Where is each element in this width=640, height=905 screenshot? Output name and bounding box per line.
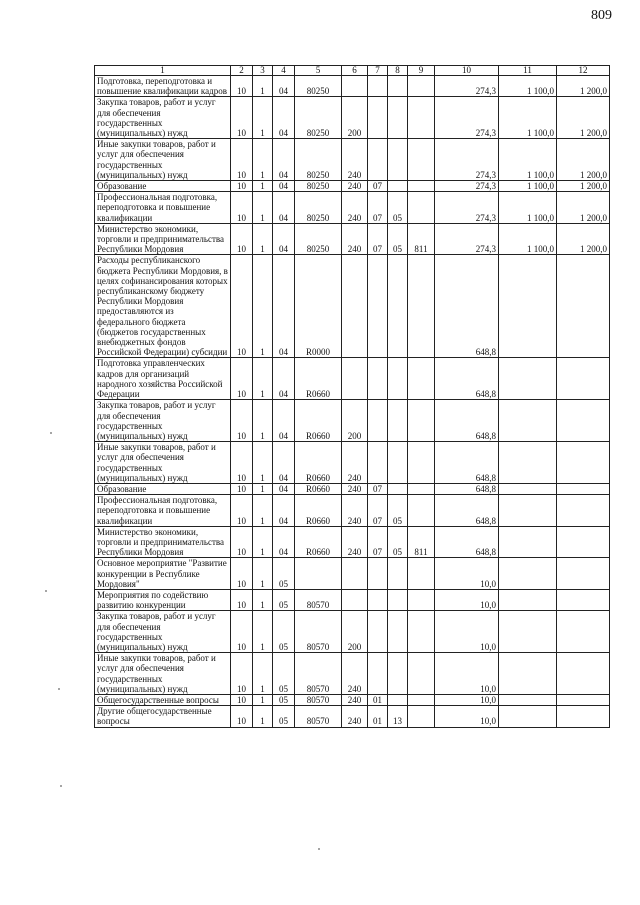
row-value-cell [295, 558, 342, 590]
row-value-cell: 1 [253, 139, 273, 181]
row-value-cell [408, 706, 435, 727]
row-name-cell: Подготовка управленческих кадров для организаций народного хозяйства Российской Федерации [95, 358, 231, 400]
row-value-cell [368, 255, 388, 358]
row-value-cell: 648,8 [435, 495, 499, 527]
row-value-cell: 10 [231, 483, 253, 494]
row-value-cell: R0660 [295, 495, 342, 527]
row-value-cell: 10,0 [435, 653, 499, 695]
row-value-cell: 648,8 [435, 255, 499, 358]
row-value-cell: 04 [273, 223, 295, 255]
row-value-cell: 274,3 [435, 139, 499, 181]
row-value-cell [368, 653, 388, 695]
row-value-cell [499, 589, 557, 610]
row-value-cell: 274,3 [435, 181, 499, 192]
row-value-cell: 80250 [295, 181, 342, 192]
row-value-cell [388, 589, 408, 610]
row-value-cell [408, 483, 435, 494]
row-value-cell [408, 192, 435, 224]
row-value-cell [342, 589, 368, 610]
row-value-cell: 811 [408, 223, 435, 255]
row-value-cell: 80570 [295, 694, 342, 705]
row-value-cell: 1 [253, 589, 273, 610]
column-header: 9 [408, 66, 435, 76]
row-name-cell: Иные закупки товаров, работ и услуг для обеспечения государственных (муниципальных) нужд [95, 653, 231, 695]
row-value-cell [388, 76, 408, 97]
table-row [95, 694, 610, 705]
row-value-cell: 80250 [295, 139, 342, 181]
row-value-cell [388, 653, 408, 695]
column-header: 3 [253, 66, 273, 76]
row-value-cell: 80250 [295, 192, 342, 224]
row-value-cell: 1 [253, 442, 273, 484]
row-value-cell: 1 100,0 [499, 181, 557, 192]
table-row [95, 181, 610, 192]
column-header: 12 [557, 66, 610, 76]
row-value-cell: 1 100,0 [499, 97, 557, 139]
row-value-cell: 10 [231, 589, 253, 610]
row-value-cell: 10 [231, 495, 253, 527]
row-value-cell: 80250 [295, 223, 342, 255]
row-value-cell [499, 255, 557, 358]
row-value-cell: 1 [253, 76, 273, 97]
row-value-cell: 1 100,0 [499, 139, 557, 181]
row-value-cell: 240 [342, 223, 368, 255]
row-name-cell: Образование [95, 483, 231, 494]
row-name-cell: Закупка товаров, работ и услуг для обеспечения государственных (муниципальных) нужд [95, 97, 231, 139]
row-value-cell: 648,8 [435, 442, 499, 484]
row-value-cell [499, 483, 557, 494]
row-value-cell: 1 [253, 694, 273, 705]
row-value-cell [388, 97, 408, 139]
row-value-cell [557, 483, 610, 494]
row-value-cell: R0660 [295, 400, 342, 442]
table-row [95, 589, 610, 610]
row-value-cell: 1 200,0 [557, 97, 610, 139]
row-value-cell: 10,0 [435, 589, 499, 610]
scan-speck [58, 688, 60, 690]
table-row [95, 442, 610, 484]
row-value-cell [342, 255, 368, 358]
table-row [95, 97, 610, 139]
row-value-cell [557, 442, 610, 484]
row-value-cell: 10 [231, 706, 253, 727]
row-value-cell: 13 [388, 706, 408, 727]
row-value-cell [557, 526, 610, 558]
row-value-cell [557, 495, 610, 527]
row-value-cell: 05 [273, 611, 295, 653]
row-name-cell: Профессиональная подготовка, переподготовка и повышение квалификации [95, 192, 231, 224]
row-value-cell: 10 [231, 181, 253, 192]
row-value-cell: 648,8 [435, 358, 499, 400]
row-value-cell: 80570 [295, 611, 342, 653]
row-name-cell: Основное мероприятие "Развитие конкуренции в Республике Мордовия" [95, 558, 231, 590]
row-value-cell [408, 694, 435, 705]
row-value-cell: 240 [342, 483, 368, 494]
row-value-cell: 80250 [295, 76, 342, 97]
row-value-cell [408, 611, 435, 653]
row-value-cell [368, 139, 388, 181]
column-header: 4 [273, 66, 295, 76]
row-value-cell: 1 200,0 [557, 139, 610, 181]
budget-table [94, 65, 610, 728]
row-name-cell: Мероприятия по содействию развитию конкуренции [95, 589, 231, 610]
row-value-cell [408, 400, 435, 442]
table-body [95, 76, 610, 728]
row-value-cell [557, 358, 610, 400]
column-header: 5 [295, 66, 342, 76]
row-value-cell [408, 589, 435, 610]
row-value-cell: 200 [342, 97, 368, 139]
row-value-cell: 80250 [295, 97, 342, 139]
row-value-cell [408, 255, 435, 358]
header-row [95, 66, 610, 76]
row-value-cell: 05 [273, 694, 295, 705]
table-row [95, 139, 610, 181]
row-value-cell: 648,8 [435, 400, 499, 442]
row-value-cell: 04 [273, 442, 295, 484]
row-value-cell: 04 [273, 97, 295, 139]
row-value-cell: 10 [231, 97, 253, 139]
table-row [95, 483, 610, 494]
row-value-cell: 200 [342, 611, 368, 653]
row-name-cell: Иные закупки товаров, работ и услуг для обеспечения государственных (муниципальных) нужд [95, 139, 231, 181]
row-value-cell: R0000 [295, 255, 342, 358]
column-header: 1 [95, 66, 231, 76]
column-header: 6 [342, 66, 368, 76]
row-value-cell [388, 442, 408, 484]
row-value-cell [408, 358, 435, 400]
row-value-cell: 1 [253, 97, 273, 139]
row-value-cell: 1 [253, 483, 273, 494]
table-row [95, 400, 610, 442]
row-value-cell: 10 [231, 558, 253, 590]
row-value-cell [342, 358, 368, 400]
row-value-cell: 04 [273, 358, 295, 400]
row-value-cell [408, 442, 435, 484]
row-name-cell: Министерство экономики, торговли и предпринимательства Республики Мордовия [95, 223, 231, 255]
row-value-cell [368, 400, 388, 442]
row-value-cell [557, 255, 610, 358]
row-value-cell [557, 400, 610, 442]
table-row [95, 192, 610, 224]
row-value-cell [499, 358, 557, 400]
row-value-cell: 05 [388, 192, 408, 224]
row-value-cell [499, 495, 557, 527]
table-row [95, 611, 610, 653]
row-value-cell: 1 [253, 653, 273, 695]
row-value-cell: 05 [388, 526, 408, 558]
row-value-cell: 1 200,0 [557, 192, 610, 224]
row-value-cell: 1 200,0 [557, 223, 610, 255]
table-row [95, 76, 610, 97]
column-header: 8 [388, 66, 408, 76]
row-name-cell: Расходы республиканского бюджета Республики Мордовия, в целях софинансирования которых республиканскому бюджету Республики Мордовия предоставляются из федерального бюджета (бюджетов государственных внебюджетных фондов Российской Федерации) субсидии [95, 255, 231, 358]
row-value-cell: 04 [273, 139, 295, 181]
row-value-cell: 10 [231, 442, 253, 484]
row-value-cell: 04 [273, 483, 295, 494]
row-value-cell: 10 [231, 611, 253, 653]
row-value-cell: 04 [273, 76, 295, 97]
row-value-cell [557, 653, 610, 695]
row-value-cell: 1 200,0 [557, 181, 610, 192]
row-value-cell: 07 [368, 192, 388, 224]
row-value-cell: 1 100,0 [499, 76, 557, 97]
row-value-cell [557, 611, 610, 653]
row-value-cell: 240 [342, 442, 368, 484]
row-value-cell: 10,0 [435, 558, 499, 590]
column-header: 2 [231, 66, 253, 76]
row-value-cell [408, 181, 435, 192]
row-value-cell: 240 [342, 706, 368, 727]
row-value-cell: 05 [388, 223, 408, 255]
row-value-cell [342, 76, 368, 97]
row-value-cell: 1 [253, 706, 273, 727]
row-value-cell: 04 [273, 181, 295, 192]
row-value-cell: 10 [231, 653, 253, 695]
row-value-cell: 10 [231, 400, 253, 442]
scan-speck [50, 432, 52, 434]
row-value-cell [388, 483, 408, 494]
scan-speck [318, 848, 320, 850]
row-value-cell: 1 100,0 [499, 192, 557, 224]
row-value-cell: 274,3 [435, 97, 499, 139]
row-value-cell: 240 [342, 495, 368, 527]
row-value-cell [368, 442, 388, 484]
row-value-cell: 200 [342, 400, 368, 442]
row-value-cell: 1 [253, 558, 273, 590]
row-value-cell: 05 [388, 495, 408, 527]
row-value-cell: 10,0 [435, 611, 499, 653]
row-value-cell [408, 558, 435, 590]
row-name-cell: Другие общегосударственные вопросы [95, 706, 231, 727]
scan-speck [45, 590, 47, 592]
row-name-cell: Образование [95, 181, 231, 192]
row-value-cell [388, 558, 408, 590]
table-row [95, 558, 610, 590]
row-value-cell: 80570 [295, 706, 342, 727]
row-value-cell [388, 400, 408, 442]
table-row [95, 255, 610, 358]
row-value-cell: 04 [273, 255, 295, 358]
row-value-cell: 10 [231, 694, 253, 705]
row-value-cell: 240 [342, 139, 368, 181]
row-value-cell [368, 611, 388, 653]
row-name-cell: Общегосударственные вопросы [95, 694, 231, 705]
row-value-cell [499, 526, 557, 558]
row-value-cell: 10 [231, 358, 253, 400]
row-value-cell: 10 [231, 76, 253, 97]
row-value-cell [557, 558, 610, 590]
row-value-cell: R0660 [295, 526, 342, 558]
row-name-cell: Иные закупки товаров, работ и услуг для обеспечения государственных (муниципальных) нужд [95, 442, 231, 484]
row-value-cell [499, 442, 557, 484]
row-value-cell: 1 200,0 [557, 76, 610, 97]
row-value-cell: 1 [253, 192, 273, 224]
row-value-cell [408, 97, 435, 139]
row-value-cell: 80570 [295, 589, 342, 610]
row-value-cell [388, 181, 408, 192]
row-value-cell: 648,8 [435, 526, 499, 558]
table-row [95, 653, 610, 695]
table-row [95, 526, 610, 558]
row-value-cell: 1 [253, 255, 273, 358]
column-header: 11 [499, 66, 557, 76]
row-value-cell: 01 [368, 694, 388, 705]
row-value-cell: 1 [253, 181, 273, 192]
page-number: 809 [591, 8, 612, 23]
row-value-cell: 1 100,0 [499, 223, 557, 255]
row-value-cell: 811 [408, 526, 435, 558]
row-value-cell: 1 [253, 223, 273, 255]
row-value-cell: R0660 [295, 483, 342, 494]
row-value-cell: 648,8 [435, 483, 499, 494]
row-value-cell: 10 [231, 526, 253, 558]
row-value-cell [499, 400, 557, 442]
row-value-cell [342, 558, 368, 590]
row-value-cell: 10 [231, 139, 253, 181]
row-value-cell: 1 [253, 358, 273, 400]
row-value-cell: 274,3 [435, 223, 499, 255]
row-value-cell: 04 [273, 192, 295, 224]
row-value-cell: 05 [273, 653, 295, 695]
row-value-cell: 10 [231, 192, 253, 224]
column-header: 10 [435, 66, 499, 76]
row-value-cell: 10,0 [435, 706, 499, 727]
row-value-cell [388, 611, 408, 653]
row-value-cell: 07 [368, 526, 388, 558]
row-value-cell [388, 358, 408, 400]
row-name-cell: Подготовка, переподготовка и повышение квалификации кадров [95, 76, 231, 97]
row-value-cell [499, 694, 557, 705]
row-value-cell: 10 [231, 223, 253, 255]
row-value-cell: 274,3 [435, 192, 499, 224]
row-value-cell: 05 [273, 589, 295, 610]
row-value-cell [388, 255, 408, 358]
column-header: 7 [368, 66, 388, 76]
row-value-cell: 240 [342, 181, 368, 192]
row-value-cell [388, 694, 408, 705]
row-value-cell [499, 611, 557, 653]
row-value-cell [499, 653, 557, 695]
row-value-cell: 240 [342, 526, 368, 558]
row-value-cell: 274,3 [435, 76, 499, 97]
row-name-cell: Закупка товаров, работ и услуг для обеспечения государственных (муниципальных) нужд [95, 400, 231, 442]
row-value-cell [408, 76, 435, 97]
row-value-cell: 240 [342, 192, 368, 224]
row-value-cell: 07 [368, 495, 388, 527]
row-value-cell [368, 558, 388, 590]
row-value-cell: 07 [368, 223, 388, 255]
row-value-cell [557, 589, 610, 610]
row-name-cell: Министерство экономики, торговли и предпринимательства Республики Мордовия [95, 526, 231, 558]
row-value-cell: 05 [273, 706, 295, 727]
row-value-cell [368, 97, 388, 139]
row-value-cell: 1 [253, 611, 273, 653]
row-value-cell: 05 [273, 558, 295, 590]
row-value-cell: 07 [368, 483, 388, 494]
row-name-cell: Закупка товаров, работ и услуг для обеспечения государственных (муниципальных) нужд [95, 611, 231, 653]
row-value-cell: R0660 [295, 442, 342, 484]
row-value-cell: 10 [231, 255, 253, 358]
row-value-cell [499, 558, 557, 590]
row-value-cell [368, 76, 388, 97]
table-row [95, 358, 610, 400]
row-value-cell [408, 139, 435, 181]
row-value-cell: 04 [273, 400, 295, 442]
row-value-cell [408, 653, 435, 695]
row-value-cell: 07 [368, 181, 388, 192]
table-row [95, 706, 610, 727]
row-value-cell: 1 [253, 526, 273, 558]
row-value-cell [388, 139, 408, 181]
row-value-cell: 80570 [295, 653, 342, 695]
table-row [95, 495, 610, 527]
table-row [95, 223, 610, 255]
scan-speck [60, 785, 62, 787]
row-name-cell: Профессиональная подготовка, переподготовка и повышение квалификации [95, 495, 231, 527]
row-value-cell [557, 706, 610, 727]
row-value-cell: 01 [368, 706, 388, 727]
row-value-cell: 10,0 [435, 694, 499, 705]
row-value-cell [557, 694, 610, 705]
row-value-cell: 1 [253, 495, 273, 527]
row-value-cell: 240 [342, 653, 368, 695]
row-value-cell [408, 495, 435, 527]
row-value-cell: 1 [253, 400, 273, 442]
row-value-cell: 04 [273, 495, 295, 527]
row-value-cell: 04 [273, 526, 295, 558]
row-value-cell [368, 358, 388, 400]
row-value-cell: R0660 [295, 358, 342, 400]
row-value-cell: 240 [342, 694, 368, 705]
row-value-cell [368, 589, 388, 610]
row-value-cell [499, 706, 557, 727]
